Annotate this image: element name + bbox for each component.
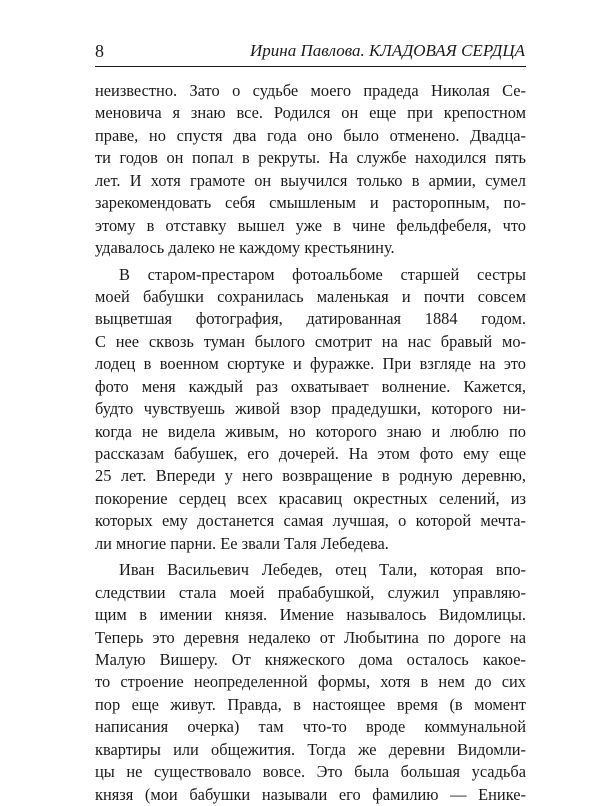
- text-line: будто чувствуешь живой взор прадедушки, которого ни-: [95, 399, 526, 419]
- text-line: 25 лет. Впереди у него возвращение в родную деревню,: [95, 466, 526, 486]
- text-line: покорение сердец всех красавиц окрестных селений, из: [95, 488, 526, 508]
- text-line: то строение неопределенной формы, хотя в нем до сих: [95, 672, 526, 692]
- text-line: удавалось далеко не каждому крестьянину.: [95, 238, 395, 258]
- paragraph: [95, 264, 526, 556]
- text-line: когда не видела живым, но которого знаю и люблю по: [95, 421, 526, 441]
- header-divider: [95, 66, 526, 67]
- text-line: выцветшая фотография, датированная 1884 годом.: [95, 309, 526, 329]
- text-line: пор еще живут. Правда, в настоящее время (в момент: [95, 694, 526, 714]
- text-line: праве, но спустя два года оно было отменено. Двадца-: [95, 125, 526, 145]
- text-line: фото меня каждый раз охватывает волнение. Кажется,: [95, 376, 526, 396]
- text-line: ли многие парни. Ее звали Таля Лебедева.: [95, 533, 389, 553]
- text-line: Иван Васильевич Лебедев, отец Тали, которая впо-: [119, 560, 526, 580]
- text-line: щим в имении князя. Имение называлось Видомлицы.: [95, 605, 526, 625]
- text-line: ти годов он попал в рекруты. На службе находился пять: [95, 148, 526, 168]
- text-line: лет. И хотя грамоте он выучился только в армии, сумел: [95, 170, 526, 190]
- text-line: лодец в военном сюртуке и фуражке. При взгляде на это: [95, 354, 526, 374]
- text-line: С нее сквозь туман былого смотрит на нас бравый мо-: [95, 331, 526, 351]
- text-line: этому в отставку вышел уже в чине фельдфебеля, что: [95, 215, 526, 235]
- text-line: меновича я знаю все. Родился он еще при крепостном: [95, 103, 526, 123]
- text-line: квартиры или общежития. Тогда же деревни Видомли-: [95, 739, 526, 759]
- running-head: [95, 40, 525, 62]
- text-line: неизвестно. Зато о судьбе моего прадеда Николая Се-: [95, 81, 526, 100]
- text-line: князя (мои бабушки называли его фамилию — Енике-: [95, 784, 526, 804]
- paragraph: [95, 80, 526, 260]
- text-line: Малую Вишеру. От княжеского дома осталось какое-: [95, 649, 526, 669]
- text-line: зарекомендовать себя смышленым и расторопным, по-: [95, 193, 526, 213]
- body-text: [95, 80, 526, 806]
- text-line: которых ему достанется самая лучшая, о которой мечта-: [95, 511, 526, 531]
- text-line: написания очерка) там что-то вроде коммунальной: [95, 717, 526, 737]
- text-line: Теперь это деревня недалеко от Любытина по дороге на: [95, 627, 526, 647]
- running-title: Ирина Павлова. КЛАДОВАЯ СЕРДЦА: [250, 41, 525, 60]
- text-line: моей бабушки сохранилась маленькая и почти совсем: [95, 286, 526, 306]
- text-line: В старом-престаром фотоальбоме старшей сестры: [119, 264, 526, 284]
- text-line: следствии стала моей прабабушкой, служил управляю-: [95, 582, 526, 602]
- paragraph: [95, 559, 526, 806]
- text-line: рассказам бабушек, его дочерей. На этом фото ему еще: [95, 444, 526, 463]
- page-number: 8: [95, 41, 104, 61]
- text-line: цы не существовало вовсе. Это была большая усадьба: [95, 762, 526, 782]
